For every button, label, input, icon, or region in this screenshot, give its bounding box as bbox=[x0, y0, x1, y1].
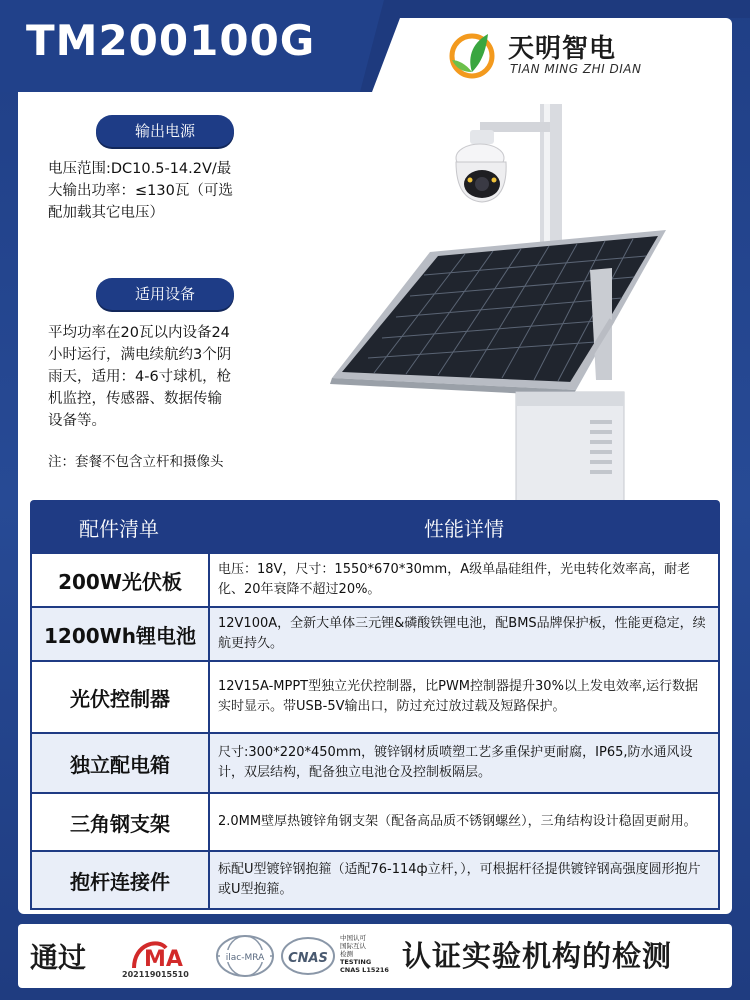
text-line: 小时运行，满电续航约3个阴 bbox=[48, 347, 232, 363]
row-detail: 12V100A，全新大单体三元锂&磷酸铁锂电池，配BMS品牌保护板，性能更稳定，续航更持久。 bbox=[210, 608, 718, 660]
cma-number: 202119015510 bbox=[122, 970, 189, 979]
row-item: 1200Wh锂电池 bbox=[32, 608, 210, 660]
table-row bbox=[30, 554, 720, 608]
brand-name-en: TIAN MING ZHI DIAN bbox=[510, 62, 642, 76]
section-pill-output: 输出电源 bbox=[96, 115, 234, 147]
section-text-devices bbox=[48, 322, 292, 432]
package-note: 注：套餐不包含立杆和摄像头 bbox=[48, 454, 224, 470]
ilac-label: ilac-MRA bbox=[225, 953, 265, 963]
cnas-logo-icon bbox=[280, 932, 336, 980]
table-header bbox=[30, 500, 720, 554]
table-row bbox=[30, 608, 720, 662]
row-item: 三角钢支架 bbox=[32, 794, 210, 850]
text-line: 电压范围:DC10.5-14.2V/最 bbox=[48, 161, 232, 177]
text-line: 机监控，传感器、数据传输 bbox=[48, 391, 222, 407]
brand-name-cn: 天明智电 bbox=[508, 34, 617, 64]
table-body bbox=[30, 554, 720, 910]
certification-footer bbox=[18, 924, 732, 988]
row-item: 200W光伏板 bbox=[32, 554, 210, 606]
footer-lab-text: 认证实验机构的检测 bbox=[402, 939, 673, 973]
text-line: 设备等。 bbox=[48, 413, 106, 429]
table-row bbox=[30, 734, 720, 794]
row-detail: 12V15A-MPPT型独立光伏控制器，比PWM控制器提升30%以上发电效率,运行数据实时显示。带USB-5V输出口，防过充过放过载及短路保护。 bbox=[218, 679, 699, 714]
row-item: 独立配电箱 bbox=[32, 734, 210, 792]
cert-line: TESTING bbox=[340, 958, 372, 966]
row-item: 光伏控制器 bbox=[32, 662, 210, 732]
svg-text:MA: MA bbox=[144, 947, 183, 972]
brand-logo-block bbox=[444, 26, 704, 82]
text-line: 平均功率在20瓦以内设备24 bbox=[48, 325, 230, 341]
text-line: 配加载其它电压） bbox=[48, 205, 164, 221]
leaf-logo-icon bbox=[444, 26, 504, 82]
text-line: 雨天，适用：4-6寸球机，枪 bbox=[48, 369, 232, 385]
row-item: 抱杆连接件 bbox=[32, 852, 210, 908]
section-pill-devices: 适用设备 bbox=[96, 278, 234, 310]
row-detail: 标配U型镀锌钢抱箍（适配76-114ф立杆，），可根据杆径提供镀锌钢高强度圆形抱片或U型抱箍。 bbox=[210, 852, 718, 908]
cert-line: CNAS L15216 bbox=[340, 966, 389, 974]
table-row bbox=[30, 852, 720, 910]
cnas-label: CNAS bbox=[288, 951, 328, 966]
model-title: TM200100G bbox=[26, 16, 316, 65]
cnas-cert-text bbox=[340, 934, 400, 974]
row-detail: 2.0MM壁厚热镀锌角钢支架（配备高品质不锈钢螺丝），三角结构设计稳固更耐用。 bbox=[218, 814, 697, 829]
text-line: 大输出功率：≤130瓦（可选 bbox=[48, 183, 233, 199]
cert-line: 检测 bbox=[340, 950, 353, 958]
accessory-table bbox=[30, 500, 720, 910]
section-text-output bbox=[48, 158, 292, 224]
footer-pass-text: 通过 bbox=[30, 941, 87, 974]
ilac-mra-logo-icon bbox=[214, 932, 276, 980]
cert-line: 国际互认 bbox=[340, 942, 366, 950]
row-detail: 电压：18V，尺寸：1550*670*30mm，A级单晶硅组件，光电转化效率高，耐老化、20年衰降不超过20%。 bbox=[218, 562, 691, 597]
header-cell-detail: 性能详情 bbox=[424, 516, 504, 541]
cert-line: 中国认可 bbox=[340, 934, 366, 942]
row-detail: 尺寸:300*220*450mm，镀锌钢材质喷塑工艺多重保护更耐腐，IP65,防水通风设计，双层结构，配备独立电池仓及控制板隔层。 bbox=[210, 734, 718, 792]
table-row bbox=[30, 794, 720, 852]
table-row bbox=[30, 662, 720, 734]
header-cell-list: 配件清单 bbox=[79, 516, 159, 541]
solar-camera-product-image bbox=[320, 90, 730, 510]
